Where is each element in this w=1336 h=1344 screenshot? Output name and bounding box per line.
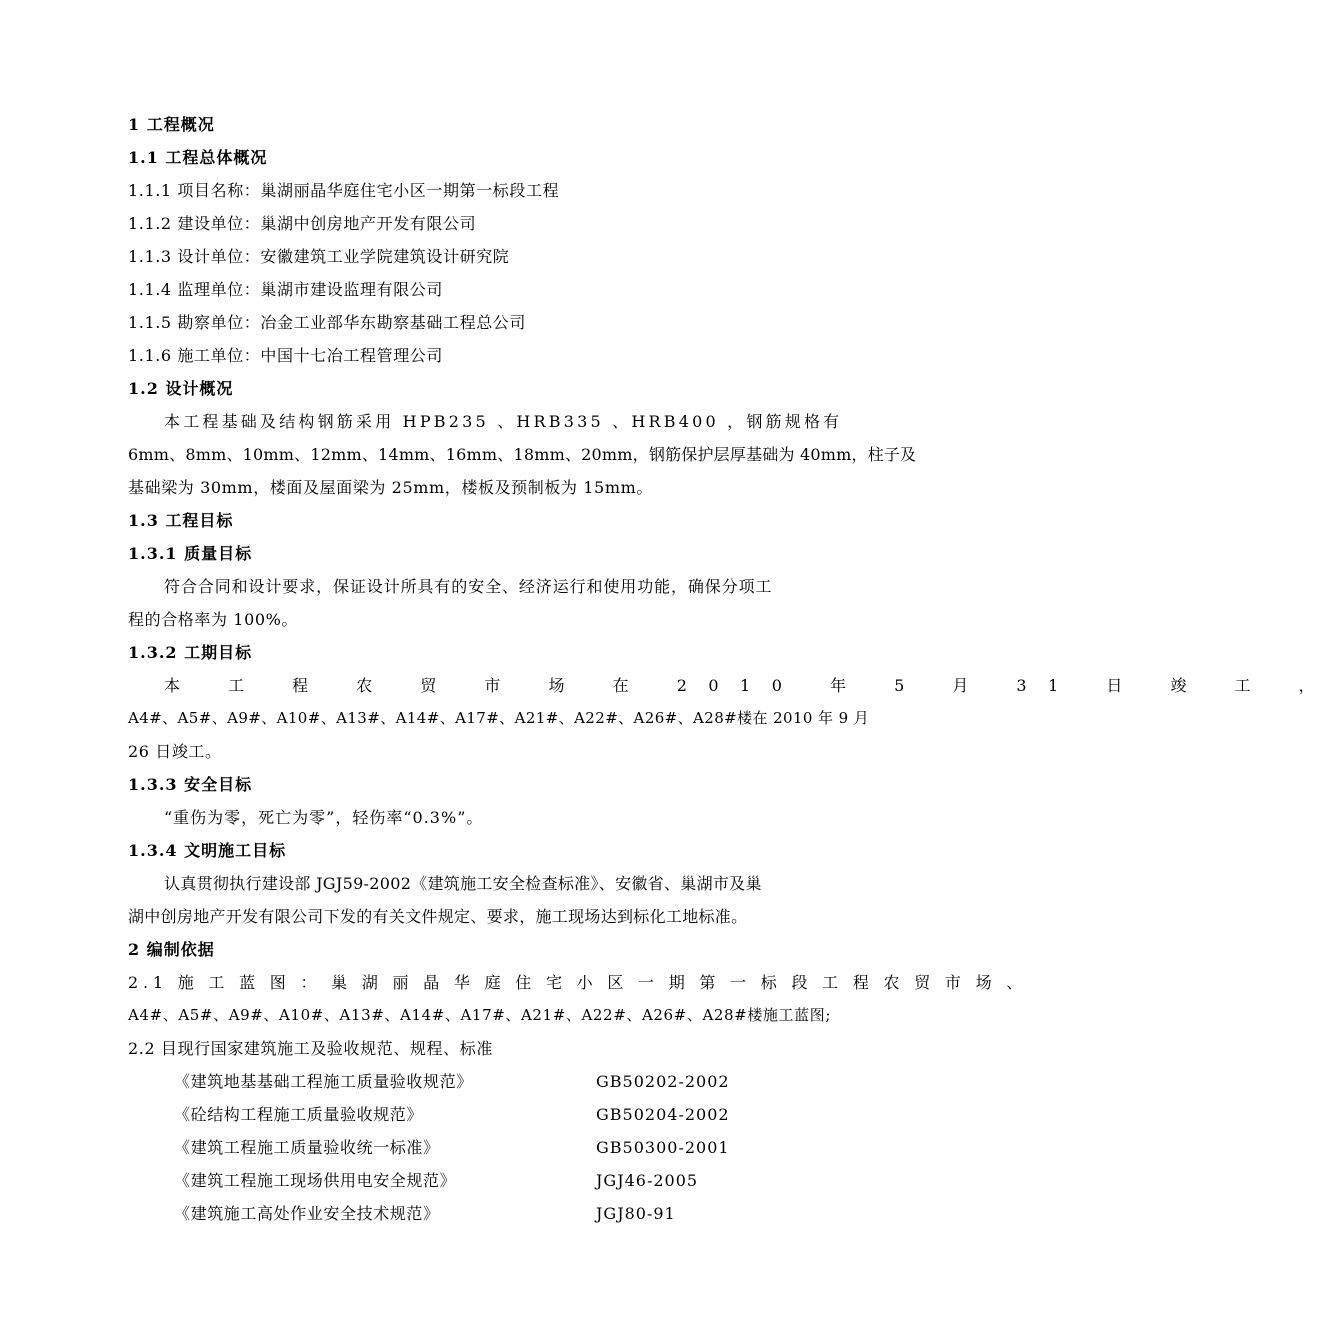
section-1-3-2-heading: 1.3.2 工期目标 bbox=[128, 643, 253, 662]
section-1-3-4-heading: 1.3.4 文明施工目标 bbox=[128, 841, 287, 860]
section-1-3-heading: 1.3 工程目标 bbox=[128, 511, 234, 530]
section-1-1-heading: 1.1 工程总体概况 bbox=[128, 148, 268, 167]
supervisor-line: 1.1.4 监理单位：巢湖市建设监理有限公司 bbox=[128, 280, 443, 299]
schedule-paragraph-line: A4#、A5#、A9#、A10#、A13#、A14#、A17#、A21#、A22#、A26#、A28#楼在 2010 年 9 月 bbox=[128, 709, 870, 727]
standard-name: 《建筑地基基础工程施工质量验收规范》 bbox=[174, 1072, 473, 1091]
standard-code: GB50204-2002 bbox=[596, 1105, 730, 1124]
design-paragraph-line: 6mm、8mm、10mm、12mm、14mm、16mm、18mm、20mm，钢筋保护层厚基础为 40mm，柱子及 bbox=[128, 445, 917, 464]
standard-row bbox=[128, 1197, 868, 1230]
standard-row bbox=[128, 1164, 868, 1197]
quality-paragraph-line: 符合合同和设计要求，保证设计所具有的安全、经济运行和使用功能，确保分项工 bbox=[164, 577, 773, 596]
standards-intro: 2.2 目现行国家建筑施工及验收规范、规程、标准 bbox=[128, 1039, 493, 1058]
standard-code: JGJ46-2005 bbox=[596, 1171, 699, 1190]
schedule-paragraph-line: 26 日竣工。 bbox=[128, 742, 222, 761]
section-1-3-3-heading: 1.3.3 安全目标 bbox=[128, 775, 253, 794]
standard-code: GB50300-2001 bbox=[596, 1138, 730, 1157]
design-paragraph-line: 基础梁为 30mm，楼面及屋面梁为 25mm，楼板及预制板为 15mm。 bbox=[128, 478, 653, 497]
standard-name: 《砼结构工程施工质量验收规范》 bbox=[174, 1105, 424, 1124]
client-line: 1.1.2 建设单位：巢湖中创房地产开发有限公司 bbox=[128, 214, 477, 233]
safety-paragraph: “重伤为零，死亡为零”，轻伤率“0.3%”。 bbox=[164, 808, 484, 827]
design-paragraph-line: 本工程基础及结构钢筋采用 HPB235 、HRB335 、HRB400 ，钢筋规格有 bbox=[164, 412, 843, 431]
blueprint-line: 2.1 施 工 蓝 图 ： 巢 湖 丽 晶 华 庭 住 宅 小 区 一 期 第 一 标 段 工 程 农 贸 市 场 、 bbox=[128, 973, 1028, 992]
blueprint-line: A4#、A5#、A9#、A10#、A13#、A14#、A17#、A21#、A22#、A26#、A28#楼施工蓝图; bbox=[128, 1006, 831, 1024]
survey-line: 1.1.5 勘察单位：冶金工业部华东勘察基础工程总公司 bbox=[128, 313, 526, 332]
project-name-line: 1.1.1 项目名称：巢湖丽晶华庭住宅小区一期第一标段工程 bbox=[128, 181, 560, 200]
section-1-2-heading: 1.2 设计概况 bbox=[128, 379, 234, 398]
standard-name: 《建筑工程施工现场供用电安全规范》 bbox=[174, 1171, 457, 1190]
contractor-line: 1.1.6 施工单位：中国十七冶工程管理公司 bbox=[128, 346, 443, 365]
section-1-heading: 1 工程概况 bbox=[128, 115, 215, 134]
standard-row bbox=[128, 1065, 868, 1098]
designer-line: 1.1.3 设计单位：安徽建筑工业学院建筑设计研究院 bbox=[128, 247, 510, 266]
standard-name: 《建筑施工高处作业安全技术规范》 bbox=[174, 1204, 440, 1223]
section-1-3-1-heading: 1.3.1 质量目标 bbox=[128, 544, 253, 563]
standard-row bbox=[128, 1098, 868, 1131]
civilized-paragraph-line: 湖中创房地产开发有限公司下发的有关文件规定、要求，施工现场达到标化工地标准。 bbox=[128, 907, 748, 926]
schedule-paragraph-line: 本 工 程 农 贸 市 场 在 2010 年 5 月 31 日 竣 工 ， bbox=[164, 676, 1336, 695]
standard-code: JGJ80-91 bbox=[596, 1204, 676, 1223]
standard-code: GB50202-2002 bbox=[596, 1072, 730, 1091]
standard-row bbox=[128, 1131, 868, 1164]
standard-name: 《建筑工程施工质量验收统一标准》 bbox=[174, 1138, 440, 1157]
quality-paragraph-line: 程的合格率为 100%。 bbox=[128, 610, 299, 629]
civilized-paragraph-line: 认真贯彻执行建设部 JGJ59-2002《建筑施工安全检查标准》、安徽省、巢湖市及巢 bbox=[164, 874, 762, 893]
section-2-heading: 2 编制依据 bbox=[128, 940, 215, 959]
